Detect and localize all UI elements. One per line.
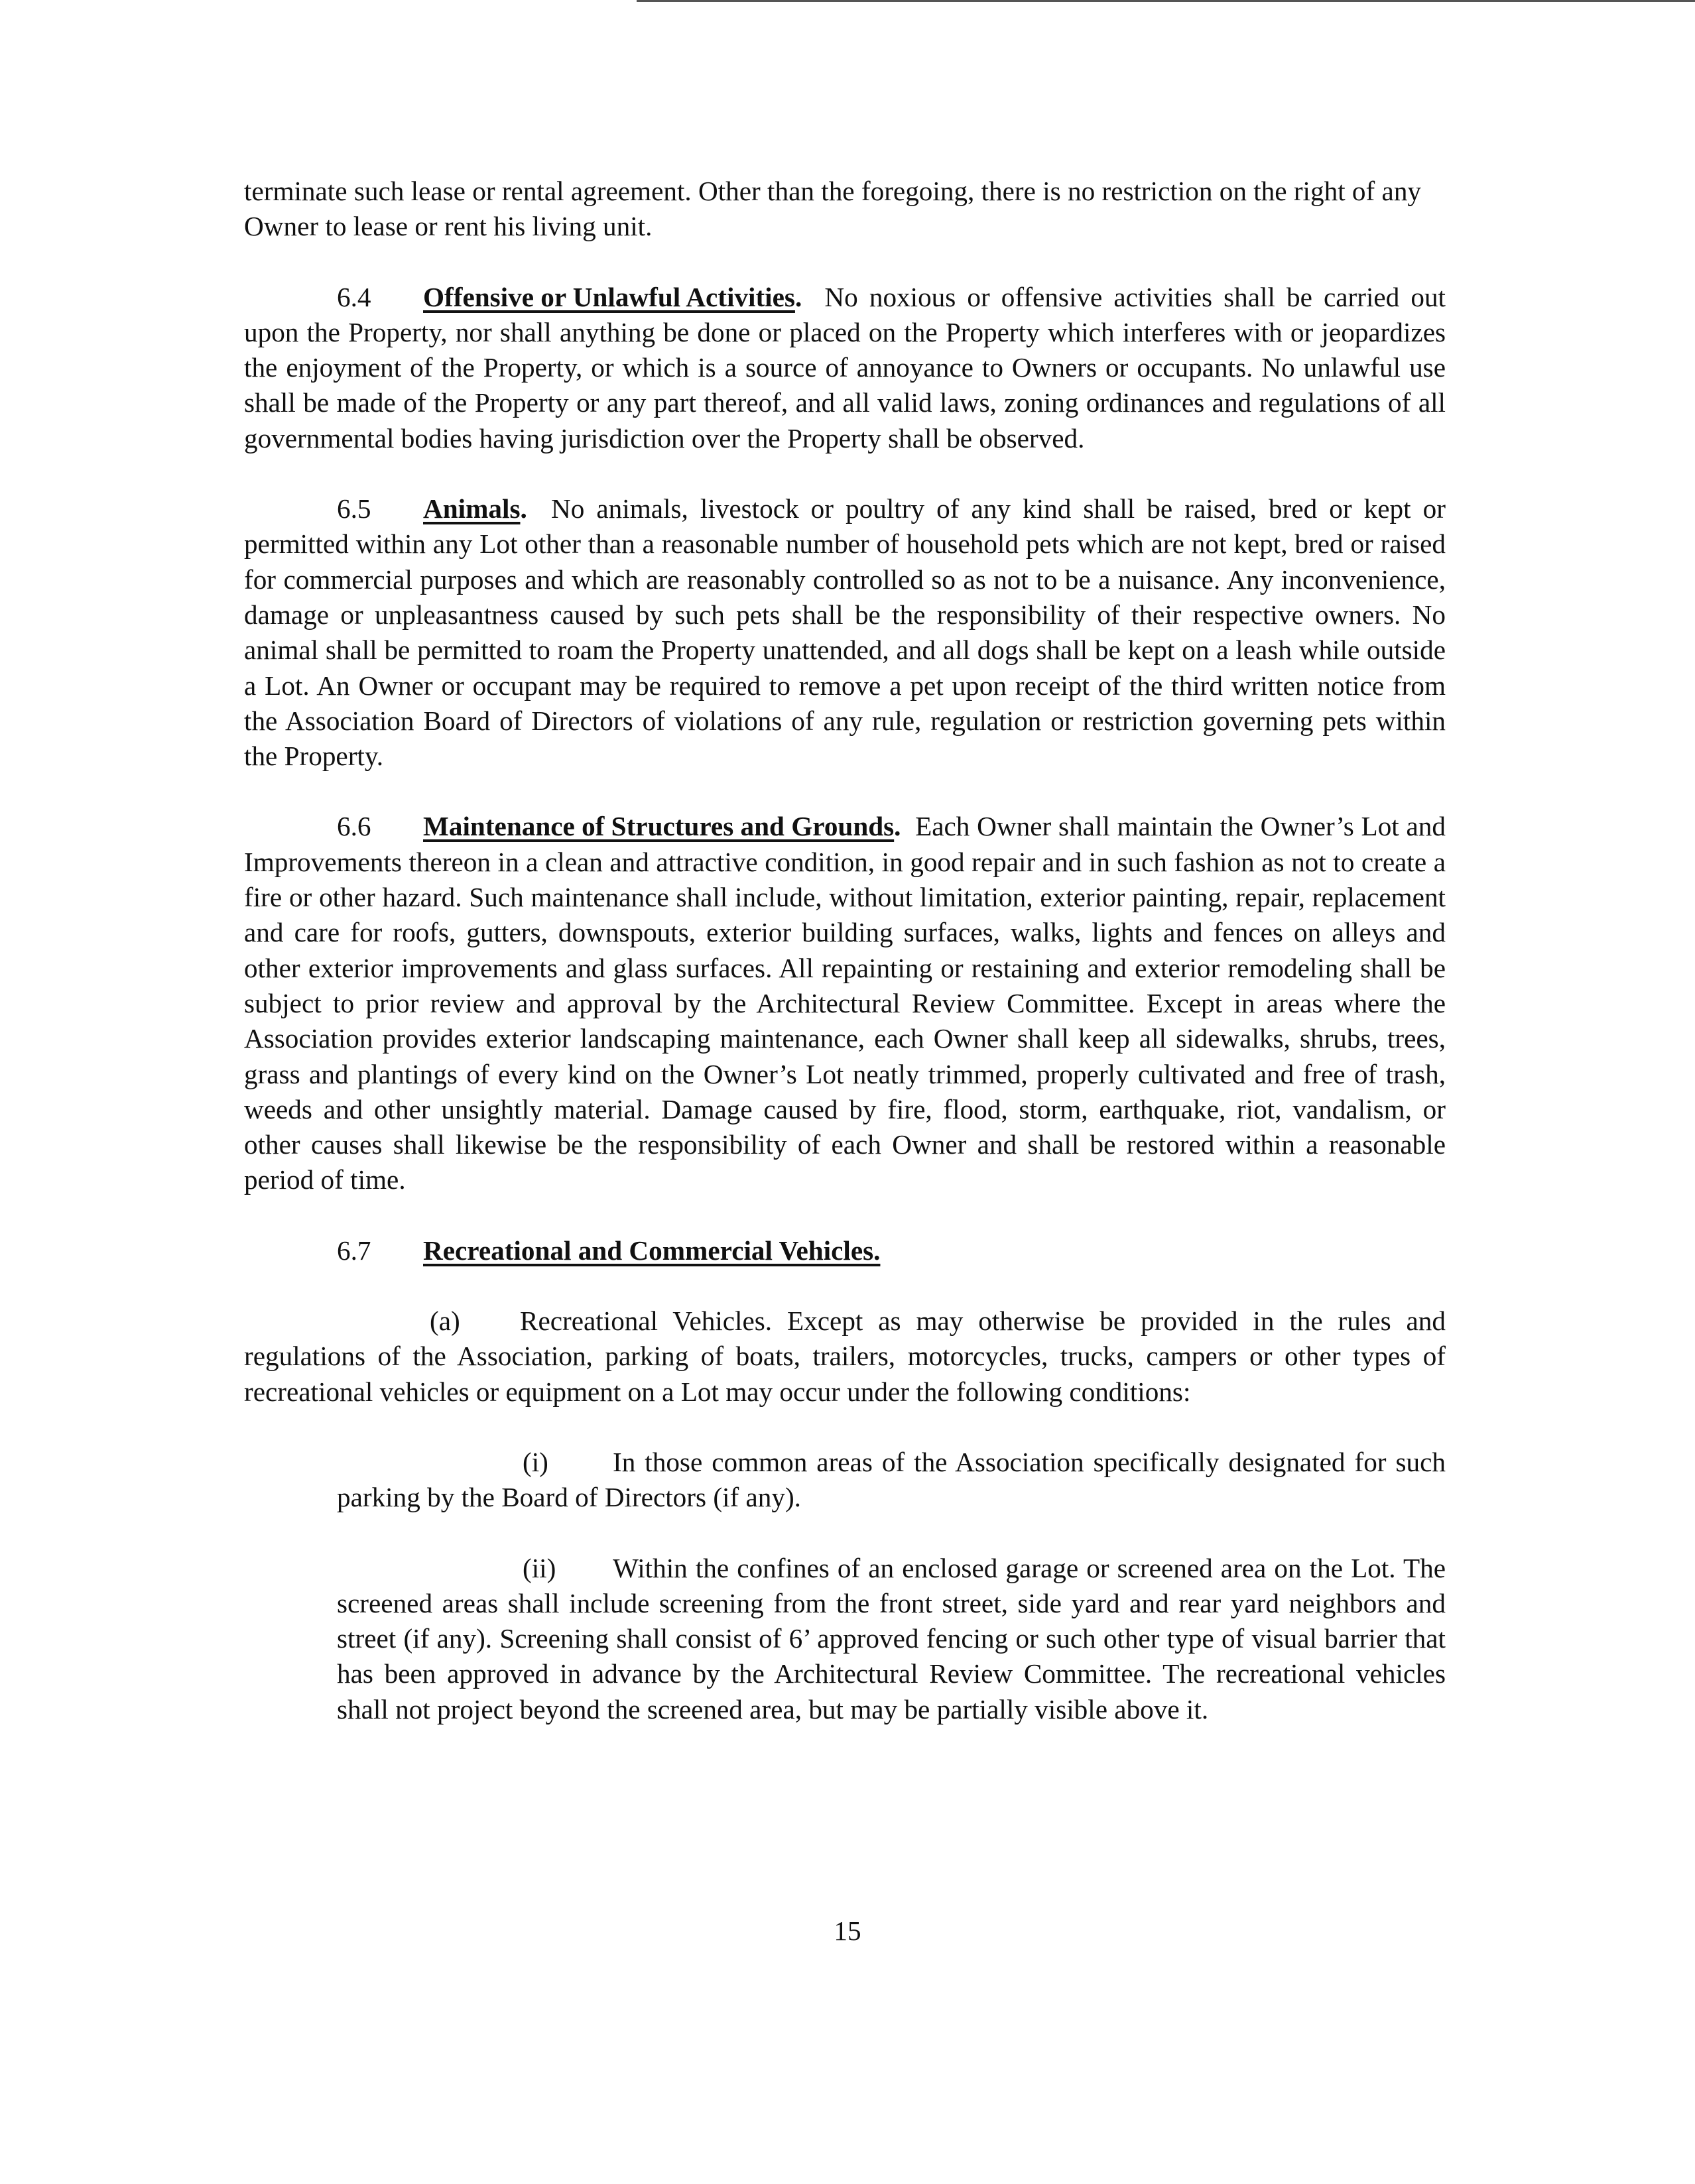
subsection-list — [337, 1445, 1446, 1727]
section-6-6: 6.6 Maintenance of Structures and Grounds. Each Owner shall maintain the Owner’s Lot and Improvements thereon in a clean and attractive condition, in good repair and in such fashion as not to create a fire or other hazard. Such maintenance shall include, without limitation, exterior painting, repair, replacement and care for roofs, gutters, downspouts, exterior building surfaces, walks, lights and fences on alleys and other exterior improvements and glass surfaces. All repainting or restaining and exterior remodeling shall be subject to prior review and approval by the Architectural Review Committee. Except in areas where the Association provides exterior landscaping maintenance, each Owner shall keep all sidewalks, shrubs, trees, grass and plantings of every kind on the Owner’s Lot neatly trimmed, properly cultivated and free of trash, weeds and other unsightly material. Damage caused by fire, flood, storm, earthquake, riot, vandalism, or other causes shall likewise be the responsibility of each Owner and shall be restored within a reasonable period of time. — [244, 809, 1446, 1197]
section-body: No noxious or offensive activities shall be carried out upon the Property, nor shall anything be done or placed on the Property which interferes with or jeopardizes the enjoyment of the Property, or which is a source of annoyance to Owners or occupants. No unlawful use shall be made of the Property or any part thereof, and all valid laws, zoning ordinances and regulations of all governmental bodies having jurisdiction over the Property shall be observed. — [244, 281, 1446, 454]
intro-paragraph: terminate such lease or rental agreement. Other than the foregoing, there is no restriction on the right of any Owner to lease or rent his living unit. — [244, 176, 1422, 242]
section-title: Offensive or Unlawful Activities — [423, 281, 795, 312]
section-6-7-heading: 6.7 Recreational and Commercial Vehicles. — [244, 1233, 1446, 1268]
subsection-ii — [337, 1551, 1446, 1727]
document-page — [244, 174, 1446, 1762]
section-title: Recreational and Commercial Vehicles. — [423, 1235, 881, 1266]
page-number: 15 — [834, 1915, 861, 1946]
subsection-a — [244, 1304, 1446, 1410]
section-body: Each Owner shall maintain the Owner’s Lot and Improvements thereon in a clean and attractive condition, in good repair and in such fashion as not to create a fire or other hazard. Such maintenance shall include, without limitation, exterior painting, repair, replacement and care for roofs, gutters, downspouts, exterior building surfaces, walks, lights and fences on alleys and other exterior improvements and glass surfaces. All repainting or restaining and exterior remodeling shall be subject to prior review and approval by the Architectural Review Committee. Except in areas where the Association provides exterior landscaping maintenance, each Owner shall keep all sidewalks, shrubs, trees, grass and plantings of every kind on the Owner’s Lot neatly trimmed, properly cultivated and free of trash, weeds and other unsightly material. Damage caused by fire, flood, storm, earthquake, riot, vandalism, or other causes shall likewise be the responsibility of each Owner and shall be restored within a reasonable period of time. — [244, 811, 1446, 1195]
section-title: Animals — [423, 493, 521, 524]
section-6-5: 6.5 Animals. No animals, livestock or poultry of any kind shall be raised, bred or kept or permitted within any Lot other than a reasonable number of household pets which are not kept, bred or raised for commercial purposes and which are reasonably controlled so as not to be a nuisance. Any inconvenience, damage or unpleasantness caused by such pets shall be the responsibility of their respective owners. No animal shall be permitted to roam the Property unattended, and all dogs shall be kept on a leash while outside a Lot. An Owner or occupant may be required to remove a pet upon receipt of the third written notice from the Association Board of Directors of violations of any rule, regulation or restriction governing pets within the Property. — [244, 491, 1446, 774]
subsection-label: (i) — [523, 1446, 548, 1477]
section-title: Maintenance of Structures and Grounds — [423, 811, 895, 842]
section-6-4: 6.4 Offensive or Unlawful Activities. No noxious or offensive activities shall be carried out upon the Property, nor shall anything be done or placed on the Property which interferes with or jeopardizes the enjoyment of the Property, or which is a source of annoyance to Owners or occupants. No unlawful use shall be made of the Property or any part thereof, and all valid laws, zoning ordinances and regulations of all governmental bodies having jurisdiction over the Property shall be observed. — [244, 280, 1446, 456]
section-body: No animals, livestock or poultry of any kind shall be raised, bred or kept or permitted within any Lot other than a reasonable number of household pets which are not kept, bred or raised for commercial purposes and which are reasonably controlled so as not to be a nuisance. Any inconvenience, damage or unpleasantness caused by such pets shall be the responsibility of their respective owners. No animal shall be permitted to roam the Property unattended, and all dogs shall be kept on a leash while outside a Lot. An Owner or occupant may be required to remove a pet upon receipt of the third written notice from the Association Board of Directors of violations of any rule, regulation or restriction governing pets within the Property. — [244, 493, 1446, 772]
subsection-body: In those common areas of the Association specifically designated for such parking by the Board of Directors (if any). — [337, 1446, 1446, 1513]
subsection-label: (ii) — [523, 1552, 556, 1583]
subsection-body: Within the confines of an enclosed garage or screened area on the Lot. The screened areas shall include screening from the front street, side yard and rear yard neighbors and street (if any). Screening shall consist of 6’ approved fencing or such other type of visual barrier that has been approved in advance by the Architectural Review Committee. The recreational vehicles shall not project beyond the screened area, but may be partially visible above it. — [337, 1552, 1446, 1725]
scan-top-border — [637, 0, 1695, 2]
subsection-i — [337, 1445, 1446, 1516]
subsection-body: Recreational Vehicles. Except as may otherwise be provided in the rules and regulations of the Association, parking of boats, trailers, motorcycles, trucks, campers or other types of recreational vehicles or equipment on a Lot may occur under the following conditions: — [244, 1305, 1446, 1407]
subsection-label: (a) — [430, 1305, 460, 1337]
